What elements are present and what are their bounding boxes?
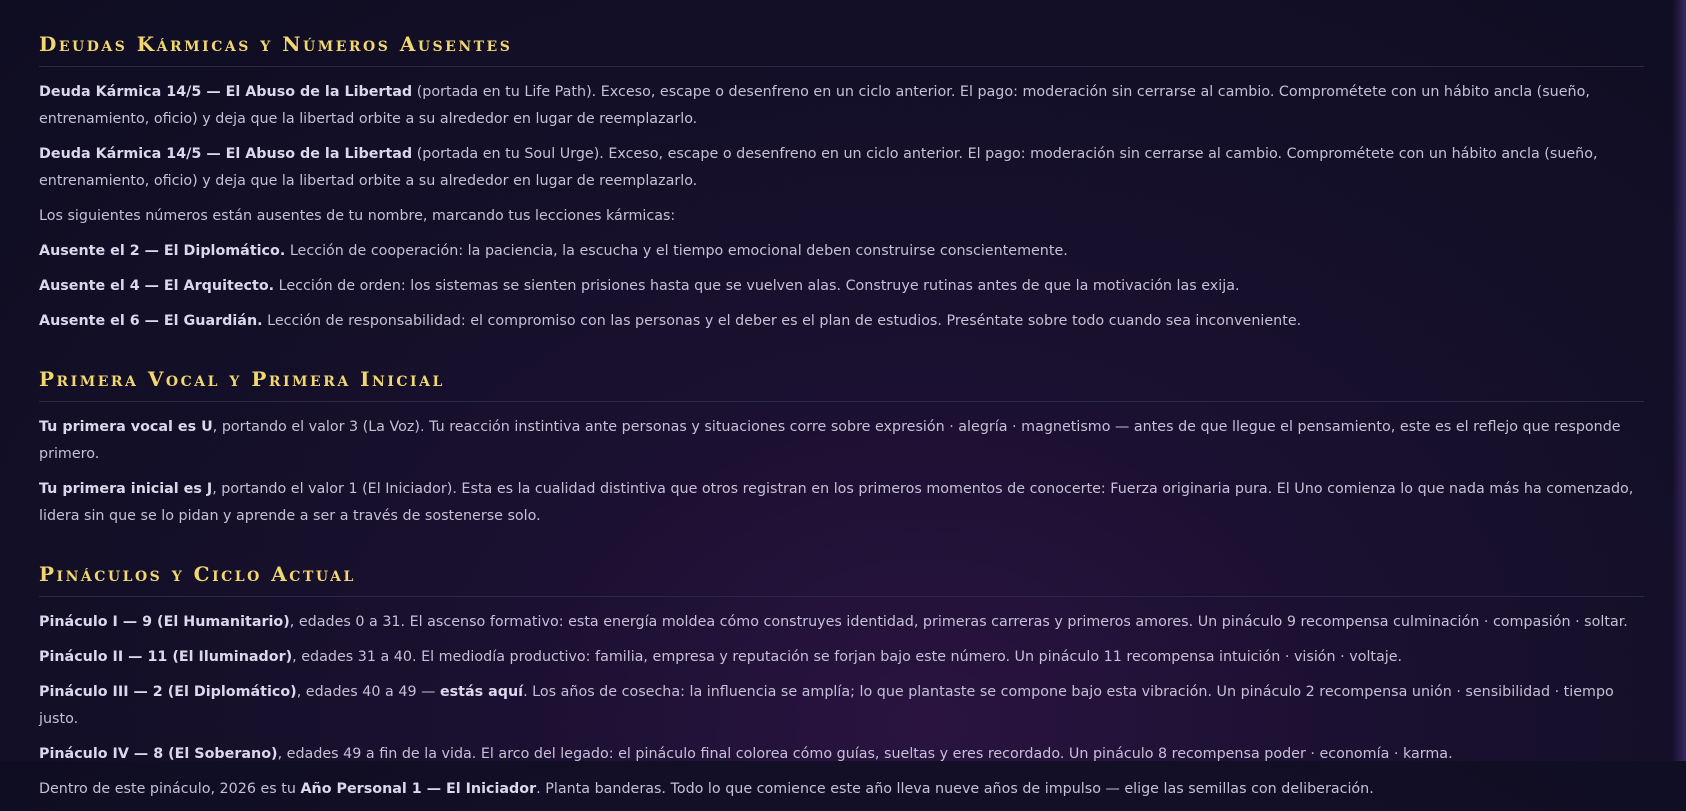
pinnacle-1	[39, 609, 1644, 636]
karmic-debt-soul-urge	[39, 141, 1644, 195]
missing-number-text: Lección de orden: los sistemas se sienten prisiones hasta que se vuelven alas. Construye rutinas antes de que la motivación las exija.	[274, 278, 1240, 294]
pinnacle-title: Pináculo II — 11 (El Iluminador)	[39, 649, 293, 665]
karmic-debt-life-path	[39, 79, 1644, 133]
pinnacle-text: , edades 31 a 40. El mediodía productivo: familia, empresa y reputación se forjan bajo este número. Un pináculo 11 recompensa intuición · visión · voltaje.	[292, 649, 1403, 665]
karmic-debt-title: Deuda Kármica 14/5 — El Abuso de la Libertad	[39, 146, 413, 162]
first-vowel-text: , portando el valor 3 (La Voz). Tu reacción instintiva ante personas y situaciones corre sobre expresión · alegría · magnetismo — antes de que llegue el pensamiento, este es el reflejo que responde primero.	[39, 419, 1621, 462]
reading-content	[39, 22, 1644, 811]
scroll-edge	[1672, 0, 1686, 761]
pinnacle-text: . Los años de cosecha: la influencia se amplía; lo que plantaste se compone bajo esta vibración. Un pináculo 2 recompensa unión · sensibilidad · tiempo justo.	[39, 684, 1614, 727]
missing-number-2	[39, 238, 1644, 265]
vowel-section	[39, 357, 1644, 530]
section-title-vowel: Primera Vocal y Primera Inicial	[39, 357, 1644, 402]
karmic-debt-text: (portada en tu Life Path). Exceso, escape o desenfreno en un ciclo anterior. El pago: moderación sin cerrarse al cambio. Comprométete con un hábito ancla (sueño, entrenamiento, oficio) y deja que la libertad orbite a su alrededor en lugar de reemplazarlo.	[39, 84, 1590, 127]
missing-number-title: Ausente el 2 — El Diplomático.	[39, 243, 286, 259]
pinnacle-text: , edades 0 a 31. El ascenso formativo: esta energía moldea cómo construyes identidad, primeras carreras y primeros amores. Un pináculo 9 recompensa culminación · compasión · soltar.	[289, 614, 1628, 630]
personal-year-text: . Planta banderas. Todo lo que comience este año lleva nueve años de impulso — elige las semillas con deliberación.	[536, 781, 1374, 797]
personal-year-intro: Dentro de este pináculo, 2026 es tu	[39, 781, 301, 797]
missing-number-4	[39, 273, 1644, 300]
pinnacle-3	[39, 679, 1644, 733]
pinnacle-title: Pináculo IV — 8 (El Soberano)	[39, 746, 278, 762]
missing-number-title: Ausente el 6 — El Guardián.	[39, 313, 263, 329]
karmic-debt-text: (portada en tu Soul Urge). Exceso, escape o desenfreno en un ciclo anterior. El pago: moderación sin cerrarse al cambio. Comprométete con un hábito ancla (sueño, entrenamiento, oficio) y deja que la libertad orbite a su alrededor en lugar de reemplazarlo.	[39, 146, 1598, 189]
first-initial-label: Tu primera inicial es J	[39, 481, 213, 497]
missing-number-6	[39, 308, 1644, 335]
section-title-karmic: Deudas Kármicas y Números Ausentes	[39, 22, 1644, 67]
missing-number-title: Ausente el 4 — El Arquitecto.	[39, 278, 275, 294]
personal-year-paragraph	[39, 776, 1644, 803]
pinnacle-text: , edades 49 a fin de la vida. El arco del legado: el pináculo final colorea cómo guías, sueltas y eres recordado. Un pináculo 8 recompensa poder · economía · karma.	[277, 746, 1453, 762]
section-title-pinnacles: Pináculos y Ciclo Actual	[39, 552, 1644, 597]
first-initial-text: , portando el valor 1 (El Iniciador). Esta es la cualidad distintiva que otros registran en los primeros momentos de conocerte: Fuerza originaria pura. El Uno comienza lo que nada más ha comenzado, lidera sin que se lo pidan y aprende a ser a través de sostenerse solo.	[39, 481, 1634, 524]
karmic-section	[39, 22, 1644, 335]
pinnacle-2	[39, 644, 1644, 671]
missing-number-text: Lección de responsabilidad: el compromiso con las personas y el deber es el plan de estudios. Preséntate sobre todo cuando sea inconveniente.	[262, 313, 1302, 329]
pinnacle-title: Pináculo III — 2 (El Diplomático)	[39, 684, 297, 700]
first-initial-paragraph	[39, 476, 1644, 530]
first-vowel-label: Tu primera vocal es U	[39, 419, 213, 435]
pinnacles-section	[39, 552, 1644, 803]
current-pinnacle-marker: estás aquí	[439, 684, 524, 700]
first-vowel-paragraph	[39, 414, 1644, 468]
pinnacle-title: Pináculo I — 9 (El Humanitario)	[39, 614, 290, 630]
karmic-debt-title: Deuda Kármica 14/5 — El Abuso de la Libertad	[39, 84, 413, 100]
pinnacle-ages: , edades 40 a 49 —	[296, 684, 440, 700]
pinnacle-4	[39, 741, 1644, 768]
personal-year-title: Año Personal 1 — El Iniciador	[300, 781, 537, 797]
missing-number-text: Lección de cooperación: la paciencia, la escucha y el tiempo emocional deben construirse conscientemente.	[285, 243, 1068, 259]
missing-numbers-intro: Los siguientes números están ausentes de tu nombre, marcando tus lecciones kármicas:	[39, 208, 676, 224]
